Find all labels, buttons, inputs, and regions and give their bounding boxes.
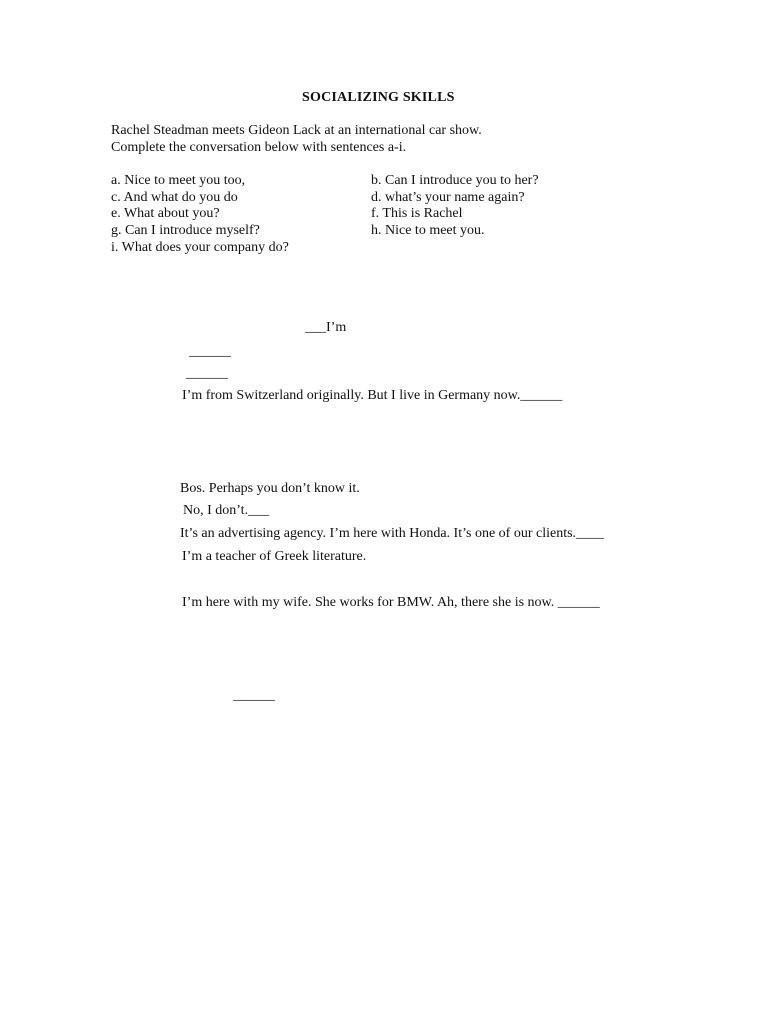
option-item: d. what’s your name again? (371, 190, 525, 205)
dialogue-line: I’m a teacher of Greek literature. (182, 549, 367, 564)
dialogue-line: It’s an advertising agency. I’m here with Honda. It’s one of our clients.____ (180, 526, 605, 541)
dialogue-line: No, I don’t.___ (183, 503, 270, 518)
answer-blank: ______ (186, 366, 228, 381)
option-item: b. Can I introduce you to her? (371, 173, 539, 188)
dialogue-line: I’m here with my wife. She works for BMW. Ah, there she is now. ______ (182, 595, 600, 610)
dialogue-line: I’m from Switzerland originally. But I live in Germany now.______ (182, 388, 563, 403)
option-item: h. Nice to meet you. (371, 223, 485, 238)
answer-blank: ______ (189, 344, 231, 359)
answer-blank: ______ (233, 688, 275, 703)
intro-line: Rachel Steadman meets Gideon Lack at an international car show. (111, 123, 482, 138)
option-item: g. Can I introduce myself? (111, 223, 260, 238)
dialogue-line: Bos. Perhaps you don’t know it. (180, 481, 360, 496)
option-item: i. What does your company do? (111, 240, 289, 255)
option-item: e. What about you? (111, 206, 220, 221)
option-item: a. Nice to meet you too, (111, 173, 246, 188)
option-item: f. This is Rachel (371, 206, 463, 221)
page-title: SOCIALIZING SKILLS (302, 90, 455, 105)
option-item: c. And what do you do (111, 190, 238, 205)
intro-line: Complete the conversation below with sentences a-i. (111, 140, 407, 155)
dialogue-line: ___I’m (305, 320, 347, 335)
